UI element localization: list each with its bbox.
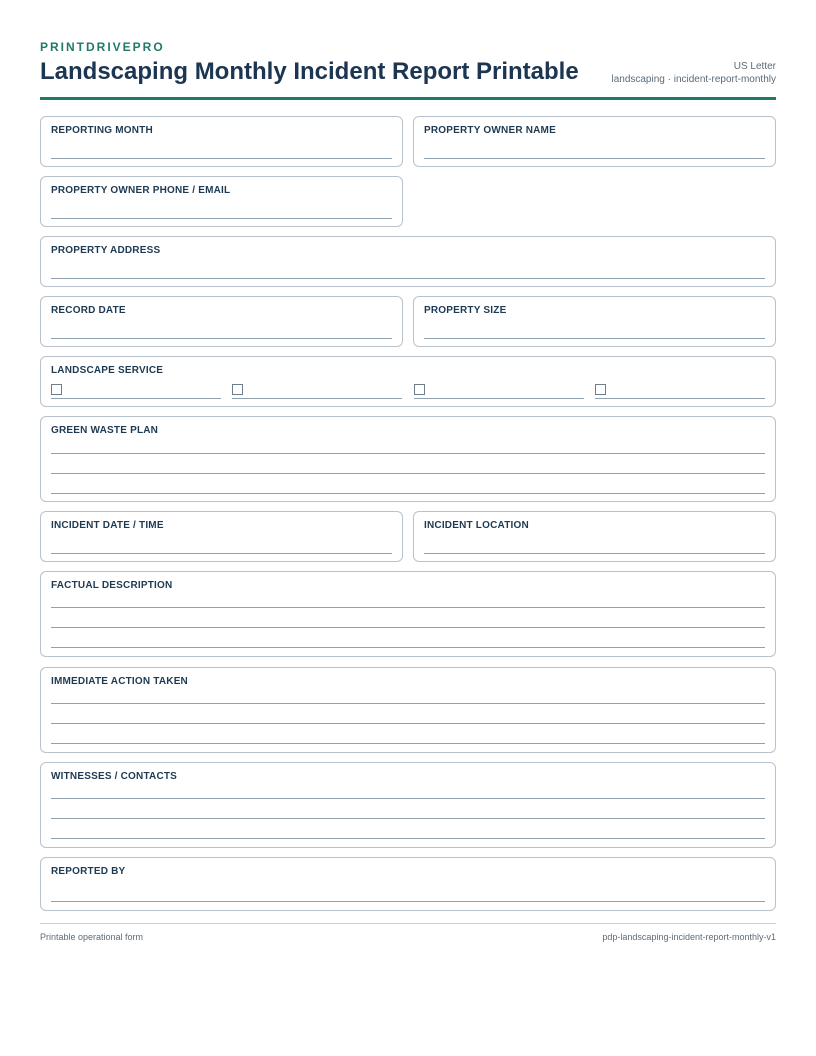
landscape-service-checkbox-2[interactable] [232,384,243,395]
green-waste-plan-label: GREEN WASTE PLAN [51,425,159,436]
green-waste-plan-field[interactable] [40,416,776,502]
reported-by-label: REPORTED BY [51,866,126,877]
landscape-service-option-line-1[interactable] [51,398,221,399]
footer-divider [40,923,776,924]
incident-datetime-field[interactable] [40,511,403,562]
property-size-field[interactable] [413,296,776,347]
immediate-action-field[interactable] [40,667,776,753]
landscape-service-checkbox-1[interactable] [51,384,62,395]
witnesses-line-1[interactable] [51,798,765,799]
reporting-month-line[interactable] [51,158,392,159]
document-slug: landscaping · incident-report-monthly [611,74,776,85]
footer-description: Printable operational form [40,932,144,942]
factual-description-label: FACTUAL DESCRIPTION [51,580,173,591]
green-waste-plan-line-2[interactable] [51,473,765,474]
landscape-service-checkbox-3[interactable] [414,384,425,395]
factual-description-line-2[interactable] [51,627,765,628]
immediate-action-line-2[interactable] [51,723,765,724]
witnesses-line-3[interactable] [51,838,765,839]
property-size-line[interactable] [424,338,765,339]
property-address-line[interactable] [51,278,765,279]
factual-description-line-3[interactable] [51,647,765,648]
reporting-month-label: REPORTING MONTH [51,125,153,136]
landscape-service-option-line-3[interactable] [414,398,584,399]
witnesses-line-2[interactable] [51,818,765,819]
factual-description-field[interactable] [40,571,776,657]
property-owner-contact-line[interactable] [51,218,392,219]
incident-datetime-label: INCIDENT DATE / TIME [51,520,164,531]
landscape-service-field [40,356,776,407]
property-owner-contact-label: PROPERTY OWNER PHONE / EMAIL [51,185,231,196]
property-owner-name-label: PROPERTY OWNER NAME [424,125,556,136]
incident-location-field[interactable] [413,511,776,562]
page-title: Landscaping Monthly Incident Report Printable [40,58,579,85]
document-meta [611,60,776,86]
property-size-label: PROPERTY SIZE [424,305,507,316]
green-waste-plan-line-3[interactable] [51,493,765,494]
immediate-action-line-3[interactable] [51,743,765,744]
incident-location-label: INCIDENT LOCATION [424,520,529,531]
green-waste-plan-line-1[interactable] [51,453,765,454]
landscape-service-checkbox-4[interactable] [595,384,606,395]
record-date-line[interactable] [51,338,392,339]
property-address-label: PROPERTY ADDRESS [51,245,161,256]
header-divider [40,97,776,100]
reported-by-field[interactable] [40,857,776,911]
brand-name: PRINTDRIVEPRO [40,40,165,54]
landscape-service-option-line-2[interactable] [232,398,402,399]
witnesses-field[interactable] [40,762,776,848]
footer-form-id: pdp-landscaping-incident-report-monthly-v1 [602,932,776,942]
property-owner-name-field[interactable] [413,116,776,167]
property-owner-contact-field[interactable] [40,176,403,227]
landscape-service-option-line-4[interactable] [595,398,765,399]
reported-by-line[interactable] [51,901,765,902]
property-address-field[interactable] [40,236,776,287]
witnesses-label: WITNESSES / CONTACTS [51,771,178,782]
immediate-action-line-1[interactable] [51,703,765,704]
reporting-month-field[interactable] [40,116,403,167]
factual-description-line-1[interactable] [51,607,765,608]
property-owner-name-line[interactable] [424,158,765,159]
record-date-label: RECORD DATE [51,305,126,316]
record-date-field[interactable] [40,296,403,347]
incident-datetime-line[interactable] [51,553,392,554]
landscape-service-label: LANDSCAPE SERVICE [51,365,164,376]
immediate-action-label: IMMEDIATE ACTION TAKEN [51,676,188,687]
paper-size: US Letter [733,61,776,72]
incident-location-line[interactable] [424,553,765,554]
